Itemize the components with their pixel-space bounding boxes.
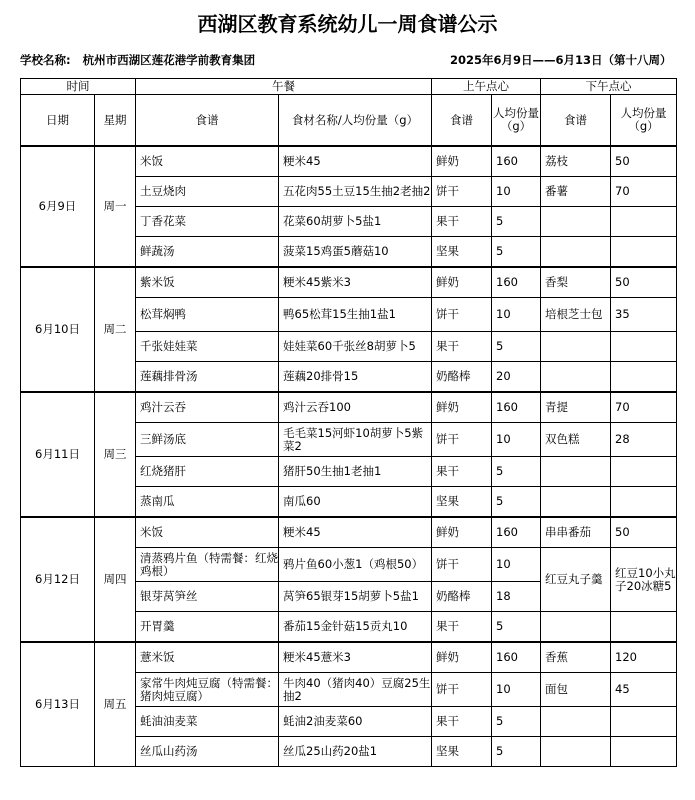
am-portion-cell: 160 [492, 517, 541, 548]
pm-portion-cell [611, 237, 677, 268]
am-food-cell: 坚果 [432, 737, 492, 767]
am-portion-cell: 10 [492, 423, 541, 457]
dish-cell: 米饭 [136, 517, 279, 548]
header-row-1 [21, 79, 677, 95]
pm-portion-cell [611, 612, 677, 643]
ingredients-cell: 蚝油2油麦菜60 [279, 707, 432, 737]
am-food-cell: 饼干 [432, 673, 492, 707]
am-portion-cell: 5 [492, 237, 541, 268]
am-portion-cell: 5 [492, 457, 541, 487]
am-food-cell: 果干 [432, 207, 492, 237]
am-portion-cell: 10 [492, 298, 541, 332]
am-food-cell: 果干 [432, 457, 492, 487]
dish-cell: 鸡汁云吞 [136, 392, 279, 423]
table-row [21, 392, 677, 423]
dish-cell: 鲜蔬汤 [136, 237, 279, 268]
ingredients-cell: 粳米45薏米3 [279, 642, 432, 673]
dish-cell: 三鲜汤底 [136, 423, 279, 457]
pm-food-cell [541, 707, 611, 737]
pm-portion-cell: 70 [611, 177, 677, 207]
pm-portion-cell: 50 [611, 267, 677, 298]
pm-food-cell [541, 237, 611, 268]
dish-cell: 米饭 [136, 146, 279, 177]
date-cell: 6月11日 [21, 392, 95, 517]
table-row [21, 517, 677, 548]
pm-food-cell [541, 207, 611, 237]
dish-cell: 蒸南瓜 [136, 487, 279, 518]
pm-food-cell [541, 487, 611, 518]
pm-food-cell: 番薯 [541, 177, 611, 207]
am-portion-cell: 5 [492, 332, 541, 362]
dish-cell: 莲藕排骨汤 [136, 362, 279, 393]
header-date: 日期 [21, 95, 95, 147]
pm-portion-cell: 70 [611, 392, 677, 423]
header-row-2 [21, 95, 677, 147]
ingredients-cell: 五花肉55土豆15生抽2老抽2 [279, 177, 432, 207]
am-food-cell: 饼干 [432, 177, 492, 207]
pm-portion-cell [611, 737, 677, 767]
dish-cell: 紫米饭 [136, 267, 279, 298]
header-weekday: 星期 [95, 95, 136, 147]
pm-portion-cell [611, 487, 677, 518]
ingredients-cell: 莴笋65银芽15胡萝卜5盐1 [279, 582, 432, 612]
ingredients-cell: 南瓜60 [279, 487, 432, 518]
dish-cell: 红烧猪肝 [136, 457, 279, 487]
pm-food-cell [541, 612, 611, 643]
header-am-food: 食谱 [432, 95, 492, 147]
dish-cell: 蚝油油麦菜 [136, 707, 279, 737]
pm-portion-cell [611, 362, 677, 393]
am-food-cell: 鲜奶 [432, 146, 492, 177]
day-group-thu [21, 517, 677, 642]
header-pm-portion: 人均份量（g） [611, 95, 677, 147]
ingredients-cell: 莲藕20排骨15 [279, 362, 432, 393]
ingredients-cell: 鸦片鱼60小葱1（鸡根50） [279, 548, 432, 582]
pm-portion-cell: 红豆10小丸子20冰糖5 [611, 548, 677, 612]
am-portion-cell: 160 [492, 642, 541, 673]
ingredients-cell: 鸭65松茸15生抽1盐1 [279, 298, 432, 332]
pm-food-cell: 青提 [541, 392, 611, 423]
date-cell: 6月9日 [21, 146, 95, 267]
am-food-cell: 坚果 [432, 237, 492, 268]
ingredients-cell: 丝瓜25山药20盐1 [279, 737, 432, 767]
dish-cell: 千张娃娃菜 [136, 332, 279, 362]
page-title: 西湖区教育系统幼儿一周食谱公示 [197, 12, 498, 36]
weekday-cell: 周三 [95, 392, 136, 517]
menu-table [20, 78, 677, 767]
weekday-cell: 周二 [95, 267, 136, 392]
ingredients-cell: 毛毛菜15河虾10胡萝卜5紫菜2 [279, 423, 432, 457]
am-portion-cell: 5 [492, 707, 541, 737]
am-food-cell: 奶酪棒 [432, 582, 492, 612]
pm-portion-cell: 50 [611, 146, 677, 177]
school-label: 学校名称: [20, 53, 71, 67]
am-food-cell: 饼干 [432, 548, 492, 582]
dish-cell: 松茸焖鸭 [136, 298, 279, 332]
am-portion-cell: 10 [492, 177, 541, 207]
pm-food-cell: 培根芝士包 [541, 298, 611, 332]
ingredients-cell: 花菜60胡萝卜5盐1 [279, 207, 432, 237]
am-portion-cell: 5 [492, 737, 541, 767]
ingredients-cell: 娃娃菜60千张丝8胡萝卜5 [279, 332, 432, 362]
pm-portion-cell [611, 457, 677, 487]
ingredients-cell: 番茄15金针菇15贡丸10 [279, 612, 432, 643]
pm-portion-cell [611, 207, 677, 237]
am-portion-cell: 160 [492, 146, 541, 177]
dish-cell: 银芽莴笋丝 [136, 582, 279, 612]
school-info [20, 52, 255, 68]
pm-food-cell [541, 457, 611, 487]
ingredients-cell: 粳米45紫米3 [279, 267, 432, 298]
header-dish: 食谱 [136, 95, 279, 147]
date-range: 2025年6月9日——6月13日（第十八周） [450, 53, 672, 67]
pm-food-cell: 面包 [541, 673, 611, 707]
am-food-cell: 奶酪棒 [432, 362, 492, 393]
dish-cell: 丝瓜山药汤 [136, 737, 279, 767]
table-row [21, 642, 677, 673]
pm-portion-cell: 28 [611, 423, 677, 457]
dish-cell: 家常牛肉炖豆腐（特需餐：猪肉炖豆腐） [136, 673, 279, 707]
am-food-cell: 果干 [432, 612, 492, 643]
day-group-tue [21, 267, 677, 392]
header-time: 时间 [21, 79, 136, 95]
am-portion-cell: 18 [492, 582, 541, 612]
school-name: 杭州市西湖区莲花港学前教育集团 [82, 53, 256, 67]
header-ingredients: 食材名称/人均份量（g） [279, 95, 432, 147]
pm-food-cell: 红豆丸子羹 [541, 548, 611, 612]
ingredients-cell: 粳米45 [279, 517, 432, 548]
am-food-cell: 坚果 [432, 487, 492, 518]
pm-portion-cell [611, 332, 677, 362]
dish-cell: 土豆烧肉 [136, 177, 279, 207]
date-cell: 6月10日 [21, 267, 95, 392]
ingredients-cell: 菠菜15鸡蛋5蘑菇10 [279, 237, 432, 268]
am-portion-cell: 160 [492, 392, 541, 423]
day-group-fri [21, 642, 677, 767]
am-portion-cell: 10 [492, 548, 541, 582]
dish-cell: 薏米饭 [136, 642, 279, 673]
pm-food-cell: 串串番茄 [541, 517, 611, 548]
am-food-cell: 鲜奶 [432, 267, 492, 298]
pm-food-cell: 双色糕 [541, 423, 611, 457]
am-portion-cell: 5 [492, 207, 541, 237]
am-food-cell: 果干 [432, 332, 492, 362]
am-portion-cell: 160 [492, 267, 541, 298]
pm-portion-cell: 120 [611, 642, 677, 673]
header-am-portion: 人均份量（g） [492, 95, 541, 147]
pm-portion-cell: 35 [611, 298, 677, 332]
pm-portion-cell: 45 [611, 673, 677, 707]
am-food-cell: 鲜奶 [432, 642, 492, 673]
date-cell: 6月12日 [21, 517, 95, 642]
table-row [21, 146, 677, 177]
am-food-cell: 果干 [432, 707, 492, 737]
pm-food-cell [541, 737, 611, 767]
pm-food-cell: 荔枝 [541, 146, 611, 177]
day-group-wed [21, 392, 677, 517]
am-portion-cell: 5 [492, 612, 541, 643]
am-food-cell: 饼干 [432, 298, 492, 332]
weekday-cell: 周四 [95, 517, 136, 642]
header-pm-snack: 下午点心 [541, 79, 677, 95]
weekday-cell: 周一 [95, 146, 136, 267]
am-food-cell: 鲜奶 [432, 517, 492, 548]
am-portion-cell: 10 [492, 673, 541, 707]
ingredients-cell: 粳米45 [279, 146, 432, 177]
pm-food-cell [541, 362, 611, 393]
pm-portion-cell: 50 [611, 517, 677, 548]
am-food-cell: 饼干 [432, 423, 492, 457]
dish-cell: 开胃羹 [136, 612, 279, 643]
header-pm-food: 食谱 [541, 95, 611, 147]
date-cell: 6月13日 [21, 642, 95, 767]
am-food-cell: 鲜奶 [432, 392, 492, 423]
pm-food-cell: 香梨 [541, 267, 611, 298]
header-am-snack: 上午点心 [432, 79, 541, 95]
pm-food-cell: 香蕉 [541, 642, 611, 673]
ingredients-cell: 牛肉40（猪肉40）豆腐25生抽2 [279, 673, 432, 707]
pm-food-cell [541, 332, 611, 362]
table-row [21, 267, 677, 298]
weekday-cell: 周五 [95, 642, 136, 767]
ingredients-cell: 猪肝50生抽1老抽1 [279, 457, 432, 487]
am-portion-cell: 5 [492, 487, 541, 518]
day-group-mon [21, 146, 677, 267]
am-portion-cell: 20 [492, 362, 541, 393]
ingredients-cell: 鸡汁云吞100 [279, 392, 432, 423]
dish-cell: 丁香花菜 [136, 207, 279, 237]
header-lunch: 午餐 [136, 79, 432, 95]
pm-portion-cell [611, 707, 677, 737]
dish-cell: 清蒸鸦片鱼（特需餐：红烧鸡根） [136, 548, 279, 582]
